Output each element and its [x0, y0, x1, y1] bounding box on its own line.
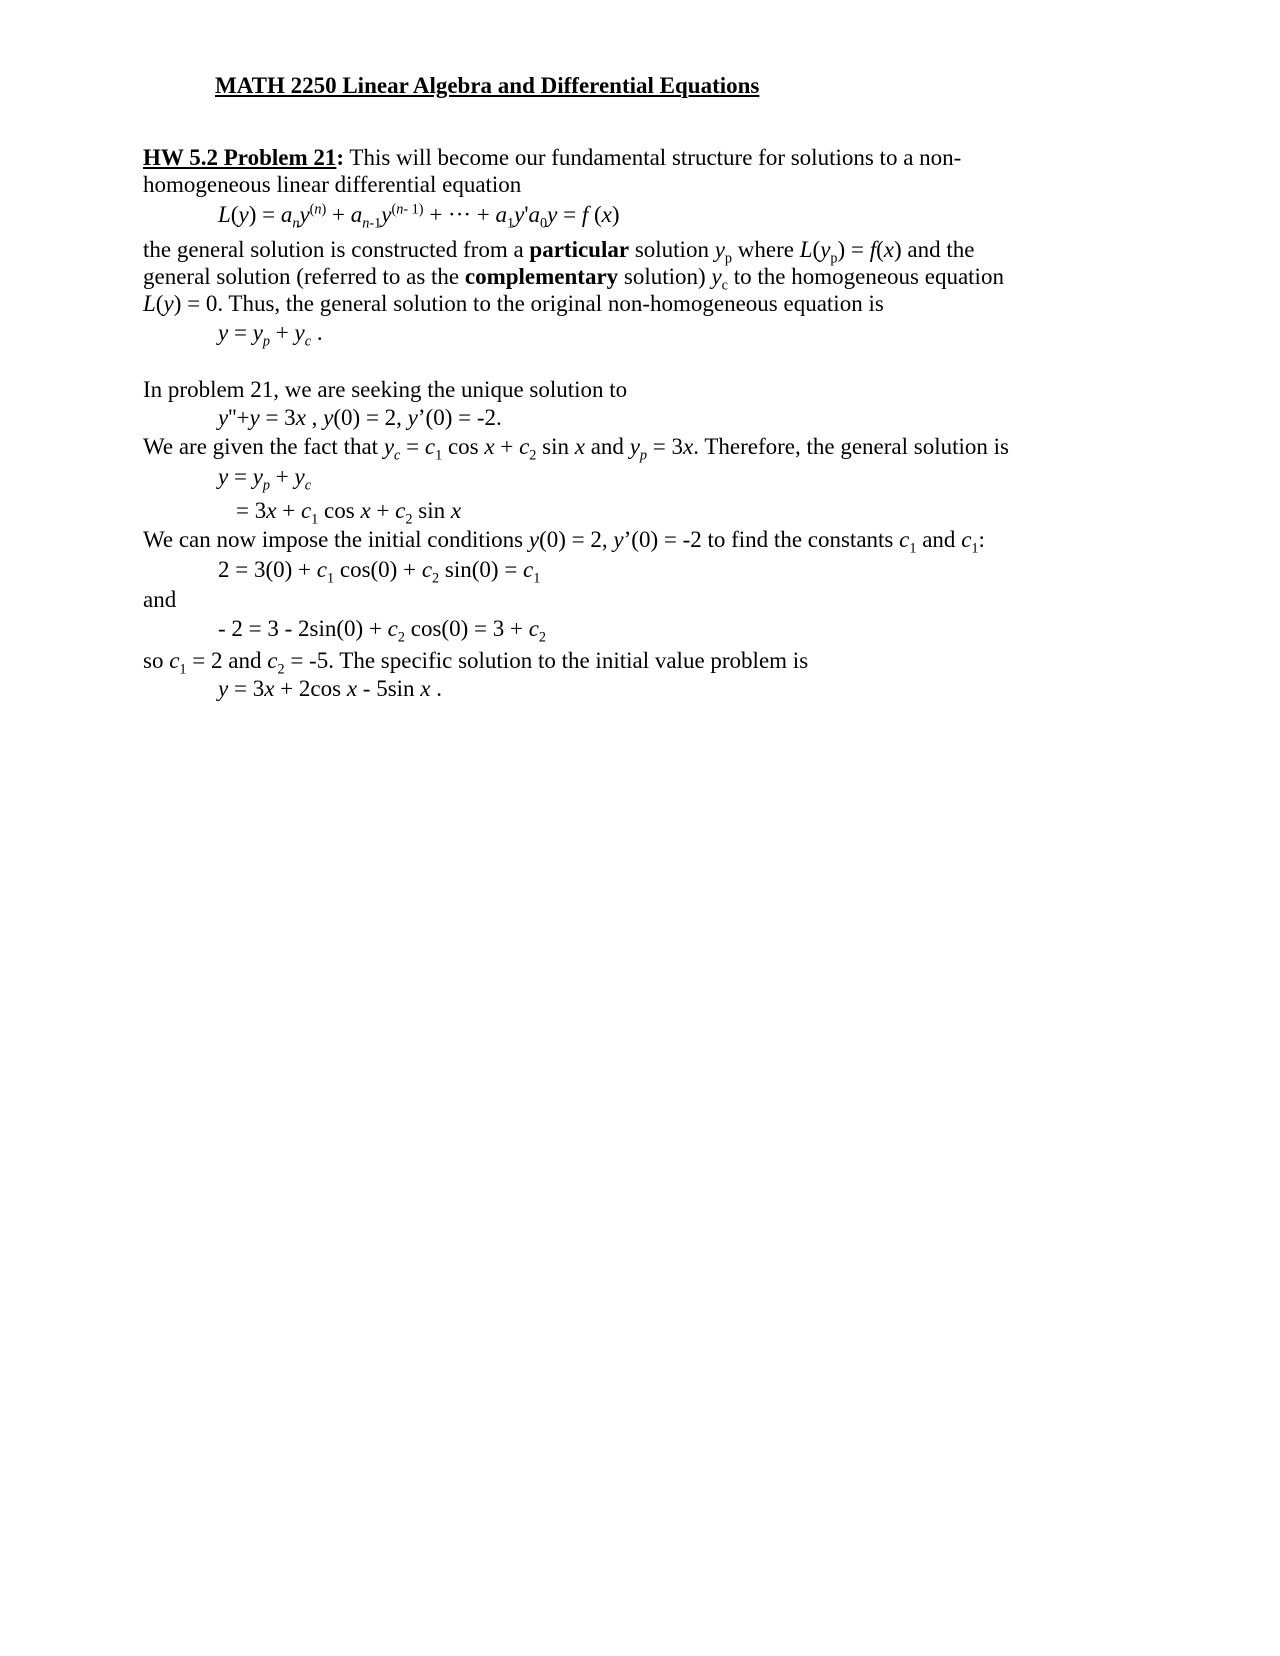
text: the general solution is constructed from a [143, 237, 524, 262]
problem-heading: HW 5.2 Problem 21 [143, 145, 337, 170]
text: We are given the fact that [143, 434, 379, 459]
paragraph-line-2: general solution (referred to as the complementary solution) $y_c$ to the homogeneous equation [143, 264, 1004, 294]
text: solution [634, 237, 709, 262]
text: to the homogeneous equation [733, 264, 1004, 289]
equation-ivp: y''+y = 3x , y(0) = 2, y’(0) = -2. [218, 405, 502, 430]
bold-complementary: complementary [464, 264, 619, 289]
equation-final: y = 3x + 2cos x - 5sin x . [218, 676, 442, 701]
equation-sum: $y = y_p + y_c$ [218, 464, 312, 494]
equation-general: $y = y_p + y_c$ . [218, 320, 323, 350]
text: = 0. Thus, the general solution to the original non-homogeneous equation is [187, 291, 884, 316]
so-line: so $c_1 = 2$ and $c_2 = -5$. The specific solution to the initial value problem is [143, 648, 809, 678]
math: y [711, 264, 722, 289]
equation-expanded: = $3x + c_1$ $\cos x + c_2$ sin x [236, 498, 462, 528]
intro-line-1 [143, 144, 961, 172]
text: We can now impose the initial conditions [143, 527, 524, 552]
intro-line-2: homogeneous linear differential equation [143, 172, 522, 197]
intro-text-1: This will become our fundamental structure for solutions to a non- [349, 145, 962, 170]
text: where [737, 237, 794, 262]
text: and [590, 434, 624, 459]
page-title: MATH 2250 Linear Algebra and Differential Equations [215, 73, 760, 98]
text: and the [907, 237, 975, 262]
text: to find the constants [707, 527, 894, 552]
equation-c2: - $2 = 3 - 2\sin(0) + c_2$ $\cos(0) = 3 + c_2$ [218, 616, 547, 646]
heading-colon: : [336, 145, 345, 170]
text: solution) [623, 264, 706, 289]
equation-operator: $L(y) = a_ny^{(n)} + a_{n-1}y^{(n- 1)}$ + ··· + $a_1y'a_0y = f$ (x) [218, 201, 620, 232]
problem21-intro: In problem 21, we are seeking the unique solution to [143, 377, 628, 402]
paragraph-line-1: the general solution is constructed from a particular solution $y_p$ where $L(y_p) = f(x)$ and the [143, 237, 975, 267]
text: so [143, 648, 164, 673]
text: general solution (referred to as the [143, 264, 460, 289]
text: . Therefore, the general solution is [693, 434, 1009, 459]
paragraph-line-3: L(y) = 0. Thus, the general solution to the original non-homogeneous equation is [143, 291, 884, 316]
bold-particular: particular [529, 237, 630, 262]
given-line: We are given the fact that $y_c = c_1$ $\cos x + c_2$ sin x and $y_p = 3x$. Therefore, the general solution is [143, 434, 1009, 464]
and-word: and [143, 587, 177, 612]
math: L [799, 237, 813, 262]
math: p [724, 250, 733, 267]
text: . The specific solution to the initial value problem is [328, 648, 809, 673]
equation-c1: $2 = 3(0) + c_1$ $\cos(0) + c_2$ $\sin(0) = c_1$ [218, 557, 541, 587]
impose-line: We can now impose the initial conditions y(0) = 2, y’(0) = -2 to find the constants $c_1$ and $c_1$: [143, 527, 985, 557]
math: y [714, 237, 725, 262]
